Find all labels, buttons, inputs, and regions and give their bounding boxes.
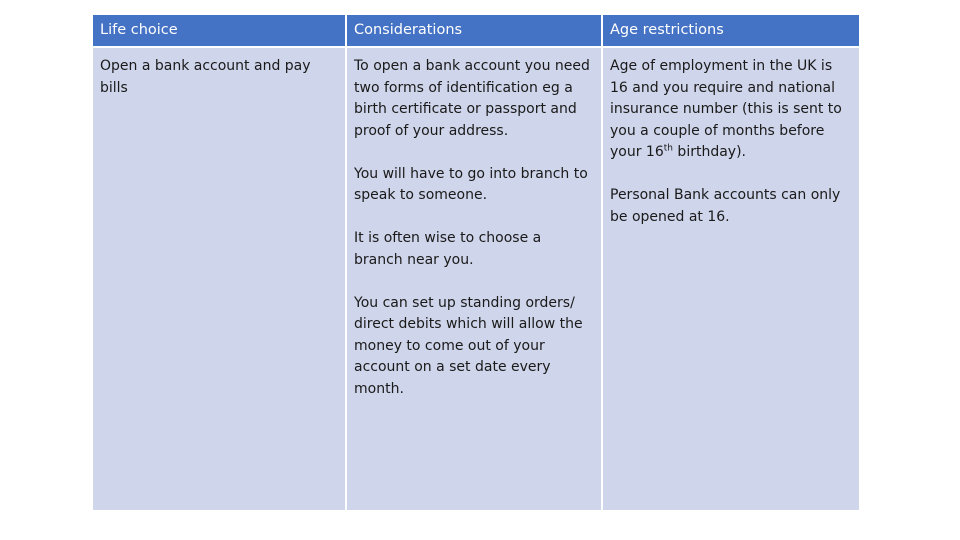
age-restriction-1-text: Age of employment in the UK is 16 and you require and national insurance number (this is sent to you a couple of months before your 16 [610,58,842,160]
header-considerations: Considerations [347,15,603,48]
consideration-4: You can set up standing orders/ direct debits which will allow the money to come out of your account on a set date every month. [354,294,583,397]
consideration-1: To open a bank account you need two forms of identification eg a birth certificate or passport and proof of your address. [354,58,590,139]
life-choice-text: Open a bank account and pay bills [100,58,311,96]
age-restriction-1-end: birthday). [672,144,746,160]
cell-life-choice [93,48,347,512]
consideration-3: It is often wise to choose a branch near you. [354,230,542,268]
consideration-2: You will have to go into branch to speak to someone. [354,165,588,203]
cell-age-restrictions [603,48,859,512]
cell-considerations [347,48,603,512]
age-restriction-2: Personal Bank accounts can only be opened at 16. [610,187,841,225]
data-table [93,15,859,512]
ordinal-suffix: th [663,143,673,154]
header-life-choice: Life choice [93,15,347,48]
age-restriction-1 [610,56,852,164]
header-age-restrictions: Age restrictions [603,15,859,48]
